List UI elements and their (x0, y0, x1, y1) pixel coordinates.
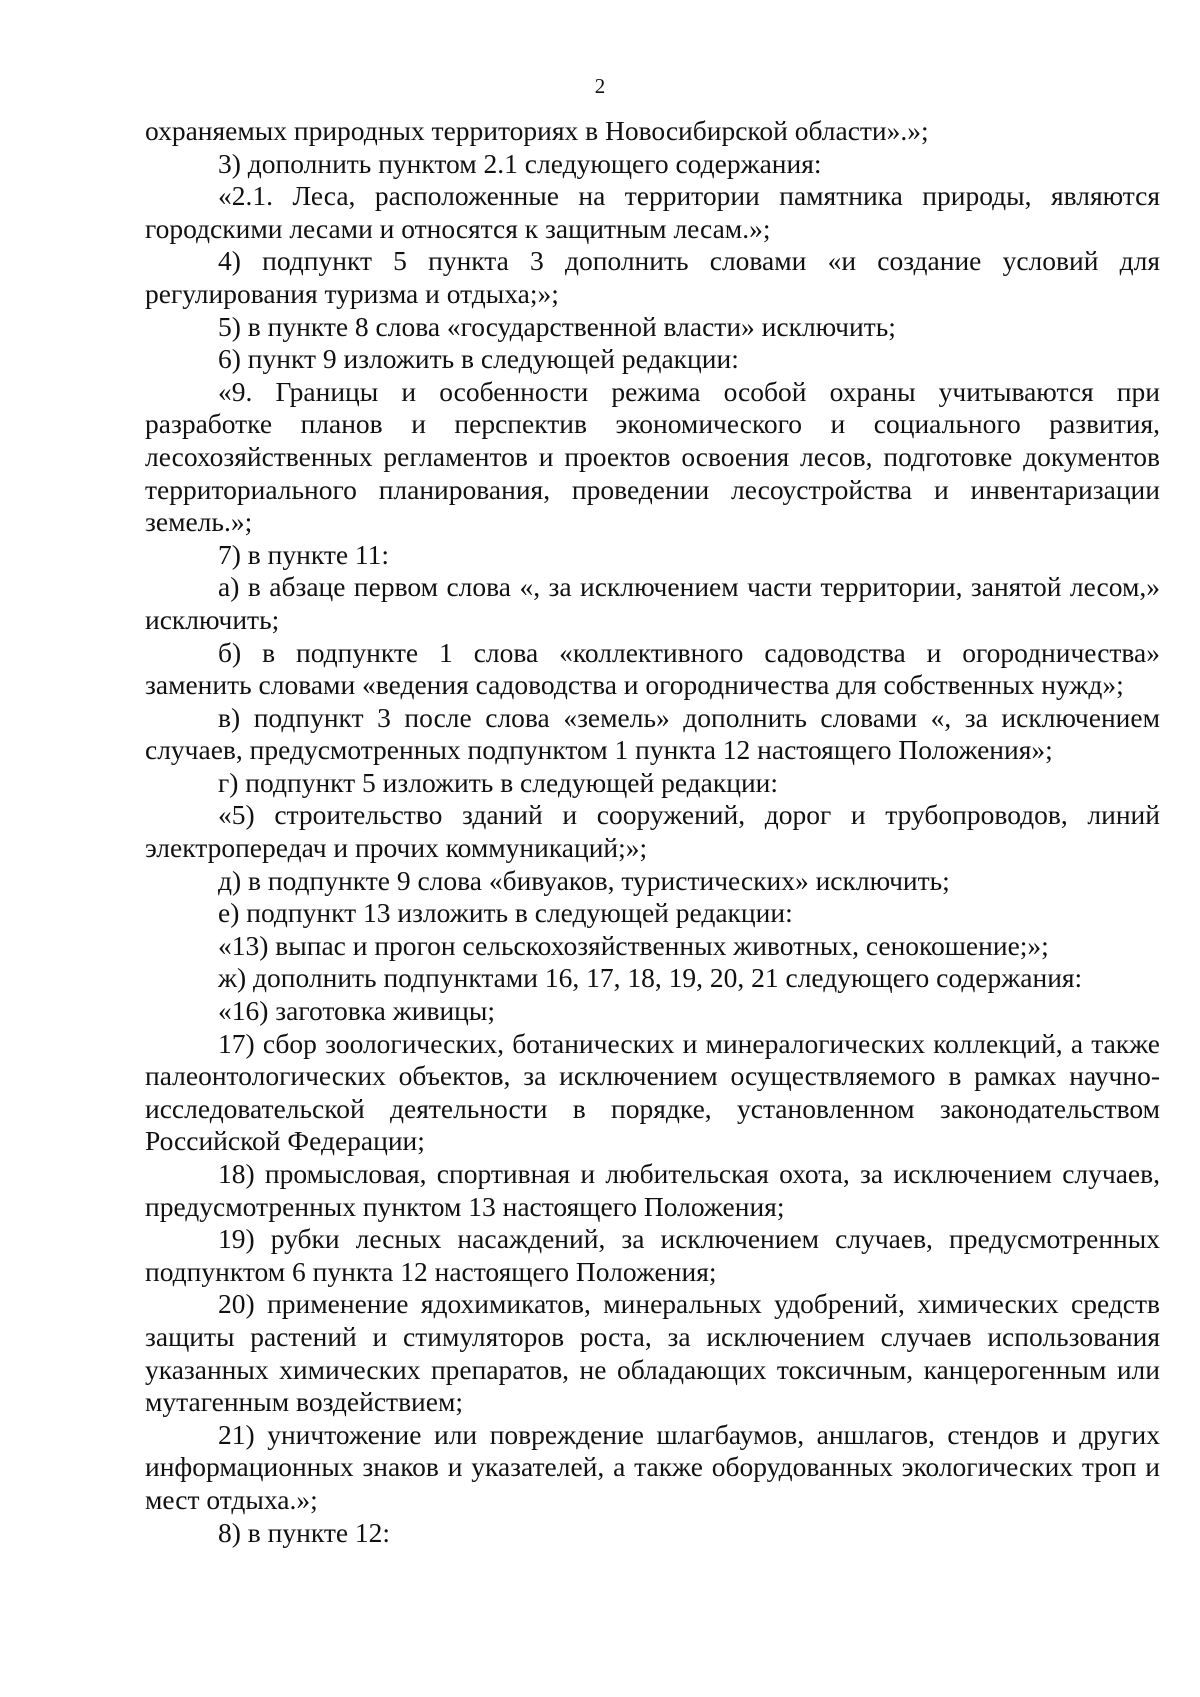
paragraph: «5) строительство зданий и сооружений, дорог и трубопроводов, линий электропередач и прочих коммуникаций;»; (145, 799, 1160, 864)
paragraph: «2.1. Леса, расположенные на территории памятника природы, являются городскими лесами и относятся к защитным лесам.»; (145, 180, 1160, 244)
paragraph: б) в подпункте 1 слова «коллективного садоводства и огородничества» заменить словами «ведения садоводства и огородничества для собственных нужд»; (145, 636, 1160, 701)
paragraph: охраняемых природных территориях в Новосибирской области».»; (145, 115, 929, 146)
paragraph: ж) дополнить подпунктами 16, 17, 18, 19, 20, 21 следующего содержания: (218, 962, 1083, 994)
paragraph: «13) выпас и прогон сельскохозяйственных животных, сенокошение;»; (218, 929, 1049, 961)
paragraph: д) в подпункте 9 слова «бивуаков, туристических» исключить; (218, 864, 950, 896)
paragraph: 6) пункт 9 изложить в следующей редакции: (218, 343, 739, 375)
paragraph: а) в абзаце первом слова «, за исключением части территории, занятой лесом,» исключить; (145, 571, 1160, 635)
paragraph: 20) применение ядохимикатов, минеральных удобрений, химических средств защиты растений и стимуляторов роста, за исключением случаев использования указанных химических препаратов, не обладающих токсичным, канцерогенным или мутагенным воздействием; (145, 1288, 1160, 1418)
document-body (145, 115, 1160, 1549)
paragraph: 19) рубки лесных насаждений, за исключением случаев, предусмотренных подпунктом 6 пункта 12 настоящего Положения; (145, 1223, 1160, 1287)
paragraph: 8) в пункте 12: (218, 1516, 391, 1548)
paragraph: г) подпункт 5 изложить в следующей редакции: (218, 766, 779, 798)
paragraph: 17) сбор зоологических, ботанических и минералогических коллекций, а также палеонтологических объектов, за исключением осуществляемого в рамках научно-исследовательской деятельности в порядке, установленном законодательством Российской Федерации; (145, 1027, 1160, 1157)
paragraph: «16) заготовка живицы; (218, 995, 496, 1027)
paragraph: 3) дополнить пунктом 2.1 следующего содержания: (218, 147, 822, 179)
paragraph: 5) в пункте 8 слова «государственной власти» исключить; (218, 310, 896, 342)
paragraph: в) подпункт 3 после слова «земель» дополнить словами «, за исключением случаев, предусмотренных подпунктом 1 пункта 12 настоящего Положения»; (145, 701, 1160, 766)
paragraph: 18) промысловая, спортивная и любительская охота, за исключением случаев, предусмотренных пунктом 13 настоящего Положения; (145, 1158, 1160, 1222)
paragraph: е) подпункт 13 изложить в следующей редакции: (218, 897, 793, 929)
paragraph: 21) уничтожение или повреждение шлагбаумов, аншлагов, стендов и других информационных знаков и указателей, а также оборудованных экологических троп и мест отдыха.»; (145, 1418, 1160, 1515)
paragraph: 7) в пункте 11: (218, 538, 390, 570)
paragraph: 4) подпункт 5 пункта 3 дополнить словами «и создание условий для регулирования туризма и отдыха;»; (145, 245, 1160, 309)
page-number: 2 (594, 74, 606, 98)
paragraph: «9. Границы и особенности режима особой охраны учитываются при разработке планов и перспектив экономического и социального развития, лесохозяйственных регламентов и проектов освоения лесов, подготовке документов территориального планирования, проведении лесоустройства и инвентаризации земель.»; (145, 375, 1160, 538)
